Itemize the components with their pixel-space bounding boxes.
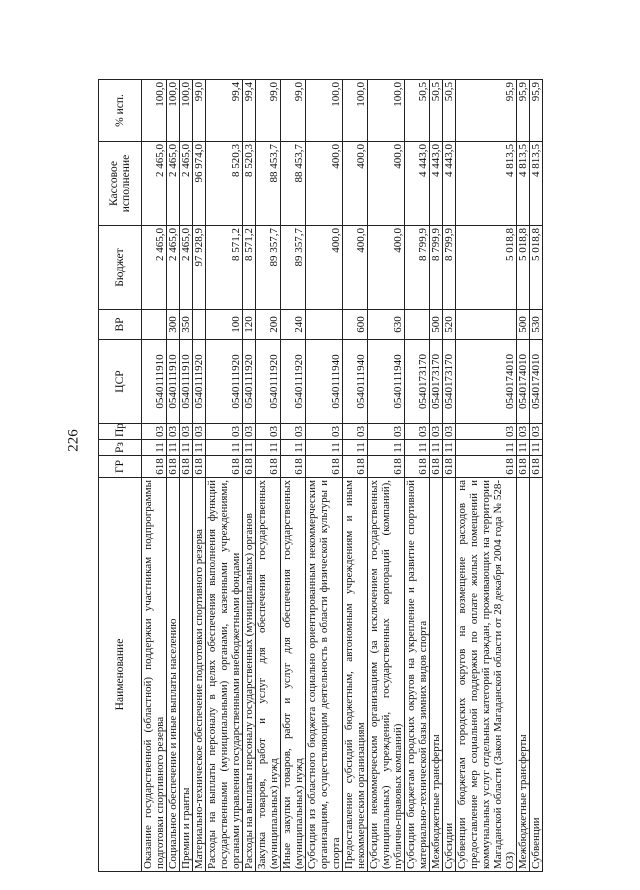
cell-pr: 03 xyxy=(517,424,530,440)
cell-gr: 618 xyxy=(256,456,281,478)
cell-csr: 0540173170 xyxy=(405,340,430,424)
table-header-row xyxy=(99,80,142,872)
cell-rz: 11 xyxy=(405,440,430,456)
cell-vr xyxy=(306,310,343,340)
table-row xyxy=(256,80,281,872)
cell-gr: 618 xyxy=(343,456,368,478)
cell-rz: 11 xyxy=(256,440,281,456)
cell-csr: 0540111940 xyxy=(368,340,405,424)
cell-budget: 2 465,0 xyxy=(142,226,167,310)
cell-budget: 89 357,7 xyxy=(256,226,281,310)
cell-csr: 0540174010 xyxy=(517,340,530,424)
cell-name: Субсидии бюджетам городских округов на укрепление и развитие спортивной материально-технической базы зимних видов спорта xyxy=(405,478,430,872)
table-row xyxy=(206,80,243,872)
cell-pr: 03 xyxy=(281,424,306,440)
cell-name: Межбюджетные трансферты xyxy=(430,478,443,872)
cell-csr: 0540111920 xyxy=(256,340,281,424)
cell-gr: 618 xyxy=(530,456,543,478)
cell-name: Расходы на выплаты персоналу в целях обеспечения выполнения функций государственными (муниципальными) органами, казенными учреждениями, органами управления государственными внебюджетными фондами xyxy=(206,478,243,872)
cell-rz: 11 xyxy=(142,440,167,456)
cell-pct: 100,0 xyxy=(180,80,193,142)
cell-cash: 2 465,0 xyxy=(180,142,193,226)
table-row xyxy=(180,80,193,872)
cell-budget: 400,0 xyxy=(368,226,405,310)
cell-pr: 03 xyxy=(243,424,256,440)
cell-vr: 500 xyxy=(430,310,443,340)
cell-pr: 03 xyxy=(430,424,443,440)
cell-gr: 618 xyxy=(517,456,530,478)
cell-pct: 100,0 xyxy=(306,80,343,142)
cell-gr: 618 xyxy=(142,456,167,478)
cell-vr xyxy=(405,310,430,340)
cell-vr: 630 xyxy=(368,310,405,340)
cell-pr: 03 xyxy=(368,424,405,440)
cell-pct: 100,0 xyxy=(142,80,167,142)
cell-pct: 99,0 xyxy=(256,80,281,142)
cell-rz: 11 xyxy=(430,440,443,456)
cell-name: Субсидии некоммерческим организациям (за исключением государственных (муниципальных) учреждений, государственных корпораций (компаний), публично-правовых компаний) xyxy=(368,478,405,872)
cell-name: Материально-техническое обеспечение подготовки спортивного резерва xyxy=(193,478,206,872)
cell-csr: 0540173170 xyxy=(443,340,456,424)
cell-cash: 4 443,0 xyxy=(405,142,430,226)
cell-pct: 100,0 xyxy=(368,80,405,142)
cell-vr: 100 xyxy=(206,310,243,340)
cell-name: Субсидии xyxy=(443,478,456,872)
cell-name: Субвенции бюджетам городских округов на возмещение расходов на предоставление мер социальной поддержки по оплате жилых помещений и коммунальных услуг отдельных категорий граждан, проживающих на территории Магаданской области (Закон Магаданской области от 28 декабря 2004 года № 528-ОЗ) xyxy=(456,478,517,872)
table-row xyxy=(243,80,256,872)
table-row xyxy=(530,80,543,872)
cell-rz: 11 xyxy=(456,440,517,456)
cell-budget: 8 799,9 xyxy=(430,226,443,310)
cell-budget: 8 799,9 xyxy=(443,226,456,310)
cell-pr: 03 xyxy=(343,424,368,440)
cell-budget: 5 018,8 xyxy=(456,226,517,310)
cell-csr: 0540111940 xyxy=(306,340,343,424)
cell-cash: 4 813,5 xyxy=(530,142,543,226)
cell-vr: 530 xyxy=(530,310,543,340)
cell-name: Предоставление субсидий бюджетным, автономным учреждениям и иным некоммерческим организациям xyxy=(343,478,368,872)
header-csr: ЦСР xyxy=(99,340,142,424)
cell-cash: 2 465,0 xyxy=(167,142,180,226)
table-row xyxy=(306,80,343,872)
header-pct: % исп. xyxy=(99,80,142,142)
cell-pr: 03 xyxy=(443,424,456,440)
cell-cash: 4 813,5 xyxy=(456,142,517,226)
table-row xyxy=(368,80,405,872)
cell-cash: 4 443,0 xyxy=(443,142,456,226)
cell-csr: 0540111920 xyxy=(281,340,306,424)
table-row xyxy=(443,80,456,872)
header-budget: Бюджет xyxy=(99,226,142,310)
cell-name: Премии и гранты xyxy=(180,478,193,872)
table-row xyxy=(405,80,430,872)
table-body xyxy=(142,80,543,872)
cell-cash: 88 453,7 xyxy=(256,142,281,226)
cell-gr: 618 xyxy=(430,456,443,478)
table-row xyxy=(517,80,530,872)
cell-budget: 8 571,2 xyxy=(206,226,243,310)
cell-budget: 8 799,9 xyxy=(405,226,430,310)
table-row xyxy=(193,80,206,872)
cell-rz: 11 xyxy=(343,440,368,456)
cell-gr: 618 xyxy=(180,456,193,478)
cell-pr: 03 xyxy=(167,424,180,440)
page-number: 226 xyxy=(65,429,82,452)
cell-cash: 4 443,0 xyxy=(430,142,443,226)
cell-pct: 99,0 xyxy=(193,80,206,142)
cell-gr: 618 xyxy=(167,456,180,478)
cell-budget: 400,0 xyxy=(306,226,343,310)
cell-rz: 11 xyxy=(368,440,405,456)
cell-csr: 0540173170 xyxy=(430,340,443,424)
cell-vr xyxy=(456,310,517,340)
cell-budget: 89 357,7 xyxy=(281,226,306,310)
cell-pr: 03 xyxy=(193,424,206,440)
cell-pct: 95,9 xyxy=(517,80,530,142)
header-vr: ВР xyxy=(99,310,142,340)
cell-pr: 03 xyxy=(256,424,281,440)
table-row xyxy=(281,80,306,872)
cell-rz: 11 xyxy=(443,440,456,456)
cell-pct: 99,4 xyxy=(243,80,256,142)
table-row xyxy=(167,80,180,872)
cell-csr: 0540174010 xyxy=(530,340,543,424)
cell-pct: 95,9 xyxy=(530,80,543,142)
cell-csr: 0540111910 xyxy=(142,340,167,424)
cell-cash: 400,0 xyxy=(343,142,368,226)
cell-gr: 618 xyxy=(368,456,405,478)
cell-rz: 11 xyxy=(193,440,206,456)
cell-gr: 618 xyxy=(306,456,343,478)
cell-gr: 618 xyxy=(206,456,243,478)
cell-pr: 03 xyxy=(142,424,167,440)
table-row xyxy=(142,80,167,872)
cell-vr xyxy=(193,310,206,340)
cell-cash: 4 813,5 xyxy=(517,142,530,226)
cell-pr: 03 xyxy=(206,424,243,440)
cell-vr: 350 xyxy=(180,310,193,340)
cell-name: Оказание государственной (областной) поддержки участникам подпрограммы подготовки спортивного резерва xyxy=(142,478,167,872)
cell-gr: 618 xyxy=(443,456,456,478)
cell-vr: 600 xyxy=(343,310,368,340)
cell-rz: 11 xyxy=(167,440,180,456)
cell-budget: 2 465,0 xyxy=(180,226,193,310)
cell-budget: 97 928,9 xyxy=(193,226,206,310)
cell-name: Межбюджетные трансферты xyxy=(517,478,530,872)
cell-rz: 11 xyxy=(243,440,256,456)
header-cash: Кассовое исполнение xyxy=(99,142,142,226)
cell-budget: 8 571,2 xyxy=(243,226,256,310)
cell-name: Иные закупки товаров, работ и услуг для обеспечения государственных (муниципальных) нужд xyxy=(281,478,306,872)
cell-pr: 03 xyxy=(306,424,343,440)
cell-budget: 2 465,0 xyxy=(167,226,180,310)
cell-pct: 100,0 xyxy=(167,80,180,142)
cell-pct: 95,9 xyxy=(456,80,517,142)
cell-pct: 99,4 xyxy=(206,80,243,142)
cell-csr: 0540174010 xyxy=(456,340,517,424)
cell-cash: 88 453,7 xyxy=(281,142,306,226)
cell-pct: 50,5 xyxy=(405,80,430,142)
cell-csr: 0540111910 xyxy=(180,340,193,424)
cell-pr: 03 xyxy=(180,424,193,440)
cell-cash: 400,0 xyxy=(368,142,405,226)
cell-csr: 0540111920 xyxy=(243,340,256,424)
cell-vr: 520 xyxy=(443,310,456,340)
cell-cash: 400,0 xyxy=(306,142,343,226)
cell-rz: 11 xyxy=(281,440,306,456)
cell-pr: 03 xyxy=(530,424,543,440)
cell-cash: 96 974,0 xyxy=(193,142,206,226)
cell-name: Расходы на выплаты персоналу государственных (муниципальных) органов xyxy=(243,478,256,872)
cell-cash: 8 520,3 xyxy=(243,142,256,226)
header-name: Наименование xyxy=(99,478,142,872)
cell-gr: 618 xyxy=(456,456,517,478)
cell-gr: 618 xyxy=(243,456,256,478)
cell-pct: 50,5 xyxy=(430,80,443,142)
cell-rz: 11 xyxy=(530,440,543,456)
cell-vr: 120 xyxy=(243,310,256,340)
header-rz: Рз xyxy=(99,440,142,456)
cell-csr: 0540111910 xyxy=(167,340,180,424)
table-row xyxy=(343,80,368,872)
cell-name: Закупка товаров, работ и услуг для обеспечения государственных (муниципальных) нужд xyxy=(256,478,281,872)
cell-rz: 11 xyxy=(517,440,530,456)
cell-name: Субсидия из областного бюджета социально ориентированным некоммерческим организациям, осуществляющим деятельность в области физической культуры и спорта xyxy=(306,478,343,872)
cell-gr: 618 xyxy=(405,456,430,478)
cell-csr: 0540111920 xyxy=(193,340,206,424)
table-row xyxy=(456,80,517,872)
cell-vr: 500 xyxy=(517,310,530,340)
cell-pct: 99,0 xyxy=(281,80,306,142)
cell-gr: 618 xyxy=(193,456,206,478)
cell-rz: 11 xyxy=(206,440,243,456)
cell-csr: 0540111920 xyxy=(206,340,243,424)
cell-pct: 50,5 xyxy=(443,80,456,142)
cell-rz: 11 xyxy=(180,440,193,456)
cell-cash: 8 520,3 xyxy=(206,142,243,226)
rotated-document-page xyxy=(98,80,622,872)
cell-vr: 300 xyxy=(167,310,180,340)
table-row xyxy=(430,80,443,872)
cell-name: Субвенции xyxy=(530,478,543,872)
cell-budget: 400,0 xyxy=(343,226,368,310)
cell-pct: 100,0 xyxy=(343,80,368,142)
cell-vr: 240 xyxy=(281,310,306,340)
cell-gr: 618 xyxy=(281,456,306,478)
budget-table xyxy=(98,79,543,872)
cell-name: Социальное обеспечение и иные выплаты населению xyxy=(167,478,180,872)
cell-csr: 0540111940 xyxy=(343,340,368,424)
cell-pr: 03 xyxy=(456,424,517,440)
header-gr: ГР xyxy=(99,456,142,478)
cell-vr: 200 xyxy=(256,310,281,340)
cell-budget: 5 018,8 xyxy=(517,226,530,310)
header-pr: Пр xyxy=(99,424,142,440)
cell-rz: 11 xyxy=(306,440,343,456)
cell-vr xyxy=(142,310,167,340)
cell-budget: 5 018,8 xyxy=(530,226,543,310)
cell-cash: 2 465,0 xyxy=(142,142,167,226)
cell-pr: 03 xyxy=(405,424,430,440)
